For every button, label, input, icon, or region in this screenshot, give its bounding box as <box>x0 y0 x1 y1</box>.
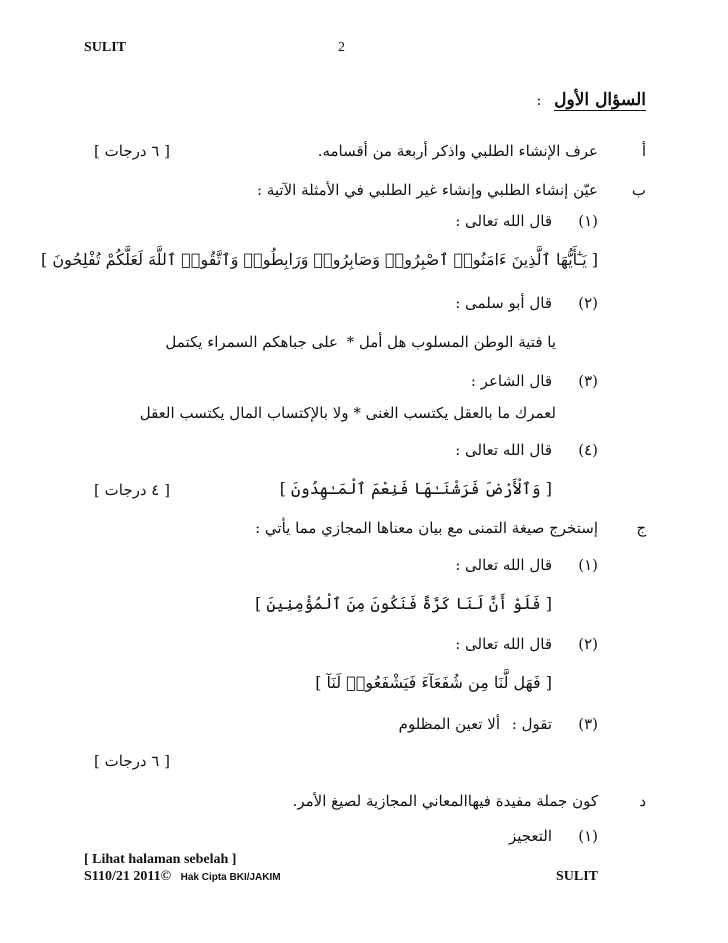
part-b-item-2-hemistich-right: يا فتية الوطن المسلوب هل أمل * <box>346 333 556 351</box>
part-c-item-2-label: قال الله تعالى : <box>455 635 552 653</box>
part-d-letter: د <box>639 792 646 810</box>
part-c-letter: ج <box>636 519 646 537</box>
question-title-text: السؤال الأول <box>554 90 646 110</box>
part-d-item-1-num: (١) <box>578 827 598 845</box>
part-b-item-2-num: (٢) <box>578 294 598 312</box>
part-a-text: عرف الإنشاء الطلبي واذكر أربعة من أقسامه. <box>317 142 598 160</box>
part-d-item-1-content: التعجيز <box>509 827 552 845</box>
part-b-item-1-content: [ يَـٰٓأَيُّهَا ٱلَّذِينَ ءَامَنُوا۟ ٱصْبِرُوا۟ وَصَابِرُوا۟ وَرَابِطُوا۟ وَٱتَّقُوا۟ ٱللَّهَ لَعَلَّكُمْ تُفْلِحُونَ ] <box>41 250 598 269</box>
footer-next-page: [ Lihat halaman sebelah ] <box>84 852 237 867</box>
footer-copyright: Hak Cipta BKI/JAKIM <box>180 872 281 883</box>
part-b-marks: [ ٤ درجات ] <box>94 481 170 499</box>
part-c-text: إستخرج صيغة التمنى مع بيان معناها المجازي مما يأتي : <box>255 519 598 537</box>
part-b-item-4-label: قال الله تعالى : <box>455 441 552 459</box>
part-b-item-3-content: لعمرك ما بالعقل يكتسب الغنى * ولا بالإكتساب المال يكتسب العقل <box>139 404 556 422</box>
part-b-item-3-label: قال الشاعر : <box>470 372 552 390</box>
part-c-item-2-content: [ فَهَل لَّنَا مِن شُفَعَآءَ فَيَشْفَعُوا۟ لَنَآ ] <box>315 673 552 692</box>
part-c-marks: [ ٦ درجات ] <box>94 752 170 770</box>
part-b-item-2-label: قال أبو سلمى : <box>455 294 552 312</box>
part-b-letter: ب <box>631 181 646 199</box>
part-d-text: كون جملة مفيدة فيهاالمعاني المجازية لصيغ الأمر. <box>292 792 598 810</box>
footer-sulit: SULIT <box>556 869 599 884</box>
part-b-text: عيّن إنشاء الطلبي وإنشاء غير الطلبي في الأمثلة الآتية : <box>257 181 598 199</box>
part-c-item-3-label: تقول : <box>511 715 552 733</box>
footer-code-text: S110/21 2011© <box>84 869 172 884</box>
part-c-item-3-content: ألا تعين المظلوم <box>398 715 500 733</box>
part-b-item-3-num: (٣) <box>578 372 598 390</box>
part-b-item-4-content: [ وَٱلْأَرْضَ فَرَشْنَـٰهَا فَنِعْمَ ٱلْمَـٰهِدُونَ ] <box>279 479 552 498</box>
question-title-colon: : <box>536 91 542 109</box>
part-a-letter: أ <box>641 142 646 160</box>
page-number: 2 <box>338 40 345 55</box>
footer-code <box>84 869 281 885</box>
part-c-item-1-content: [ فَلَوْ أَنَّ لَنَا كَرَّةً فَنَكُونَ مِنَ ٱلْمُؤْمِنِينَ ] <box>255 594 552 613</box>
question-title <box>536 90 646 110</box>
header-sulit: SULIT <box>84 40 127 55</box>
part-c-item-3-num: (٣) <box>578 715 598 733</box>
part-b-item-2-hemistich-left: على جباهكم السمراء يكتمل <box>165 333 338 351</box>
part-c-item-2-num: (٢) <box>578 635 598 653</box>
part-b-item-1-num: (١) <box>578 212 598 230</box>
part-b-item-4-num: (٤) <box>578 441 598 459</box>
part-b-item-1-label: قال الله تعالى : <box>455 212 552 230</box>
part-c-item-1-label: قال الله تعالى : <box>455 556 552 574</box>
part-a-marks: [ ٦ درجات ] <box>94 142 170 160</box>
part-c-item-1-num: (١) <box>578 556 598 574</box>
